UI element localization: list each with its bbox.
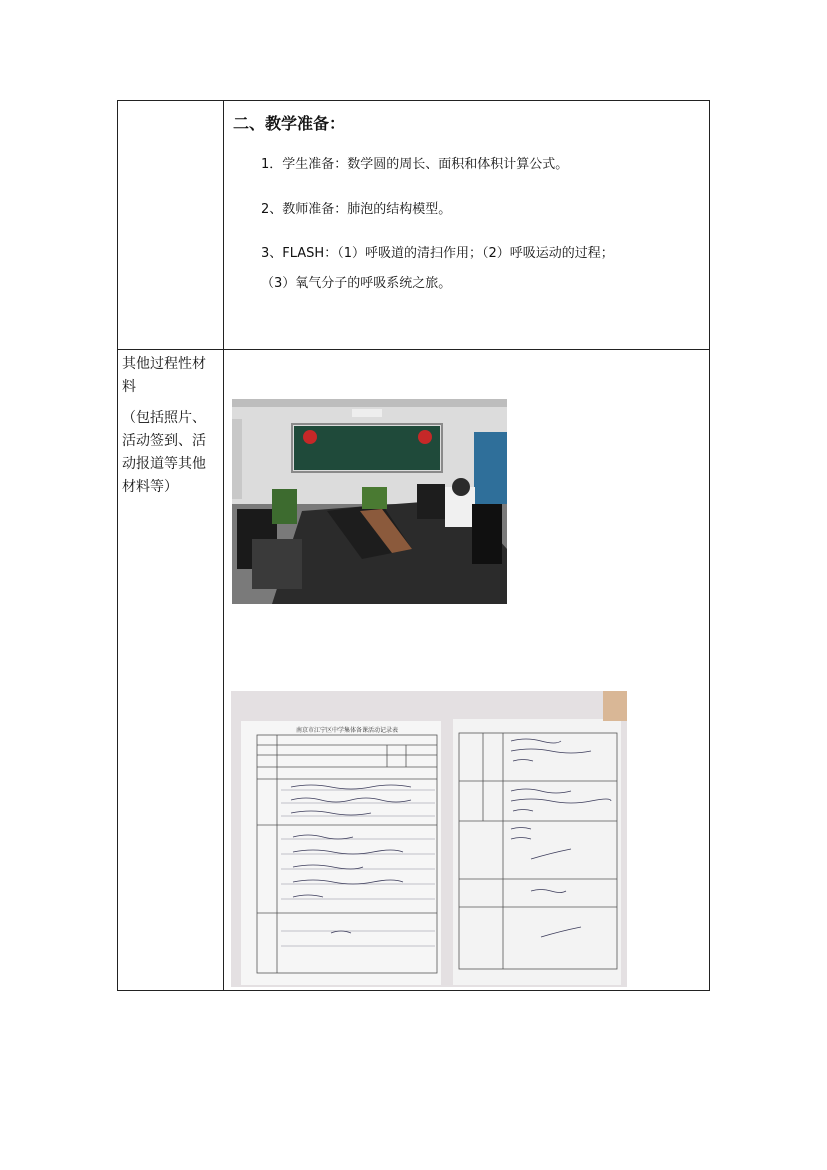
note-line: 材料等）	[122, 479, 178, 495]
activity-record-photo	[231, 691, 627, 987]
prep-item-flash-cont: （3）氧气分子的呼吸系统之旅。	[261, 276, 452, 291]
prep-item-teacher: 2、教师准备：肺泡的结构模型。	[261, 202, 452, 217]
section-title: 二、教学准备：	[233, 114, 346, 133]
prep-item-flash: 3、FLASH：（1）呼吸道的清扫作用；（2）呼吸运动的过程；	[261, 246, 614, 261]
record-sheet-title: 南京市江宁区中学集体备课活动记录表	[295, 727, 399, 734]
note-line: 活动签到、活	[122, 433, 206, 449]
label-line: 料	[122, 379, 136, 395]
document-table	[117, 100, 710, 991]
meeting-room-photo	[232, 399, 507, 604]
row-divider	[118, 349, 709, 350]
note-line: （包括照片、	[122, 410, 206, 426]
other-materials-label	[122, 353, 220, 499]
prep-item-student: 1．学生准备：数学圆的周长、面积和体积计算公式。	[261, 157, 569, 172]
label-line: 其他过程性材	[122, 356, 206, 372]
note-line: 动报道等其他	[122, 456, 206, 472]
column-divider	[223, 101, 224, 990]
